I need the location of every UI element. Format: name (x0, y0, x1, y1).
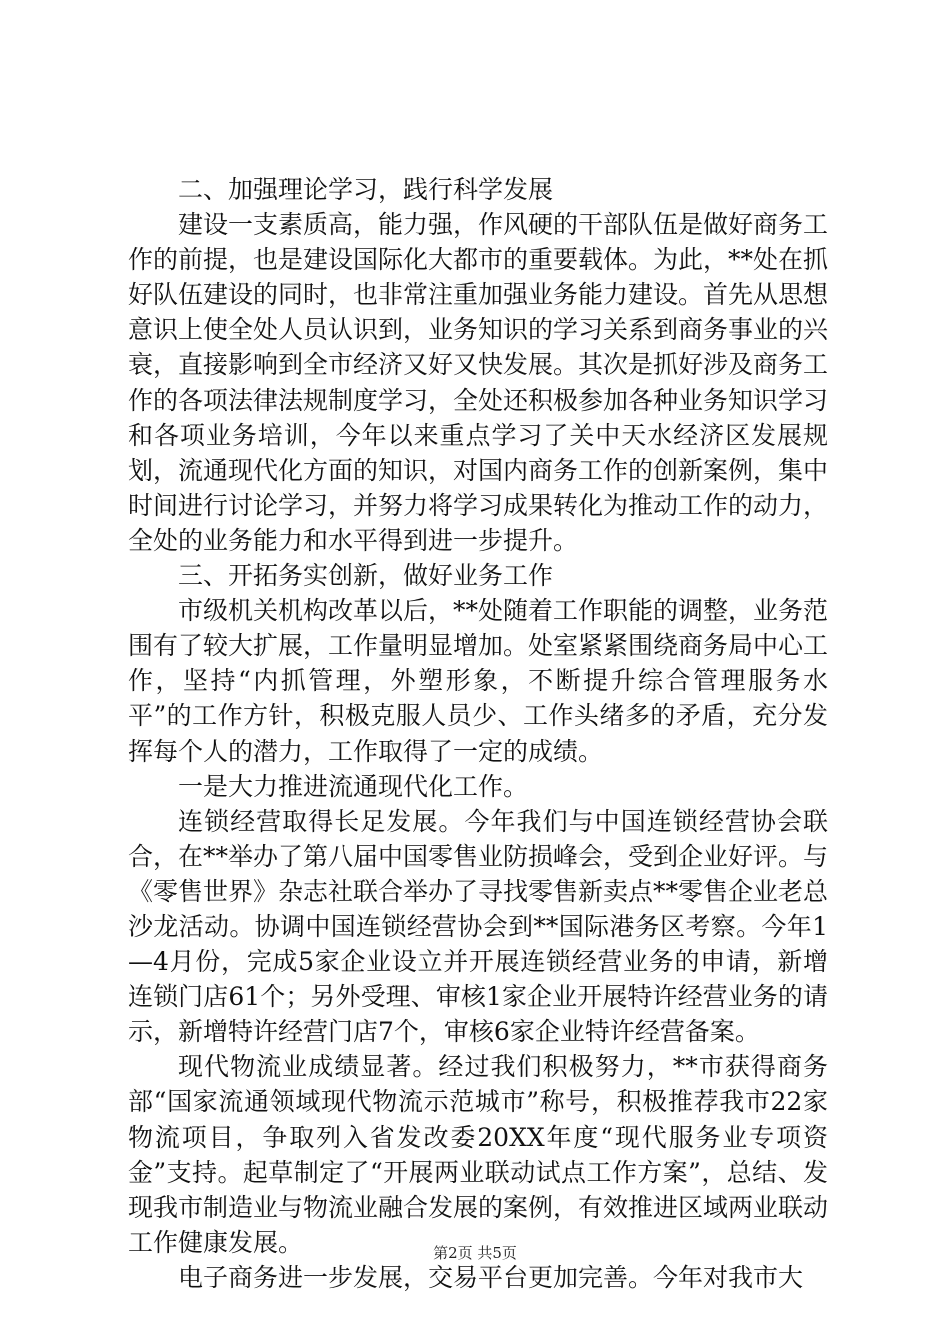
body-paragraph: 电子商务进一步发展，交易平台更加完善。今年对我市大 (178, 1262, 804, 1292)
body-paragraph: 连锁经营取得长足发展。今年我们与中国连锁经营协会联合，在**举办了第八届中国零售业防损峰会，受到企业好评。与《零售世界》杂志社联合举办了寻找零售新卖点**零售企业老总沙龙活动。协调中国连锁经营协会到**国际港务区考察。今年1—4月份，完成5家企业设立并开展连锁经营业务的申请，新增连锁门店61个；另外受理、审核1家企业开展特许经营业务的请示，新增特许经营门店7个，审核6家企业特许经营备案。 (128, 806, 829, 1047)
document-body (128, 172, 828, 1295)
body-paragraph: 现代物流业成绩显著。经过我们积极努力，**市获得商务部“国家流通领域现代物流示范城市”称号，积极推荐我市22家物流项目，争取列入省发改委20XX年度“现代服务业专项资金”支持。起草制定了“开展两业联动试点工作方案”，总结、发现我市制造业与物流业融合发展的案例，有效推进区域两业联动工作健康发展。 (128, 1052, 829, 1257)
subsection-heading: 一是大力推进流通现代化工作。 (178, 771, 529, 801)
body-paragraph: 建设一支素质高，能力强，作风硬的干部队伍是做好商务工作的前提，也是建设国际化大都市的重要载体。为此，**处在抓好队伍建设的同时，也非常注重加强业务能力建设。首先从思想意识上使全处人员认识到，业务知识的学习关系到商务事业的兴衰，直接影响到全市经济又好又快发展。其次是抓好涉及商务工作的各项法律法规制度学习，全处还积极参加各种业务知识学习和各项业务培训，今年以来重点学习了关中天水经济区发展规划，流通现代化方面的知识，对国内商务工作的创新案例，集中时间进行讨论学习，并努力将学习成果转化为推动工作的动力，全处的业务能力和水平得到进一步提升。 (128, 210, 829, 555)
page-footer: 第2页 共5页 (433, 1244, 517, 1262)
body-paragraph: 市级机关机构改革以后，**处随着工作职能的调整，业务范围有了较大扩展，工作量明显增加。处室紧紧围绕商务局中心工作，坚持“内抓管理，外塑形象，不断提升综合管理服务水平”的工作方针，积极克服人员少、工作头绪多的矛盾，充分发挥每个人的潜力，工作取得了一定的成绩。 (128, 596, 829, 766)
section-heading-2: 二、加强理论学习，践行科学发展 (178, 175, 554, 204)
section-heading-3: 三、开拓务实创新，做好业务工作 (178, 561, 554, 591)
